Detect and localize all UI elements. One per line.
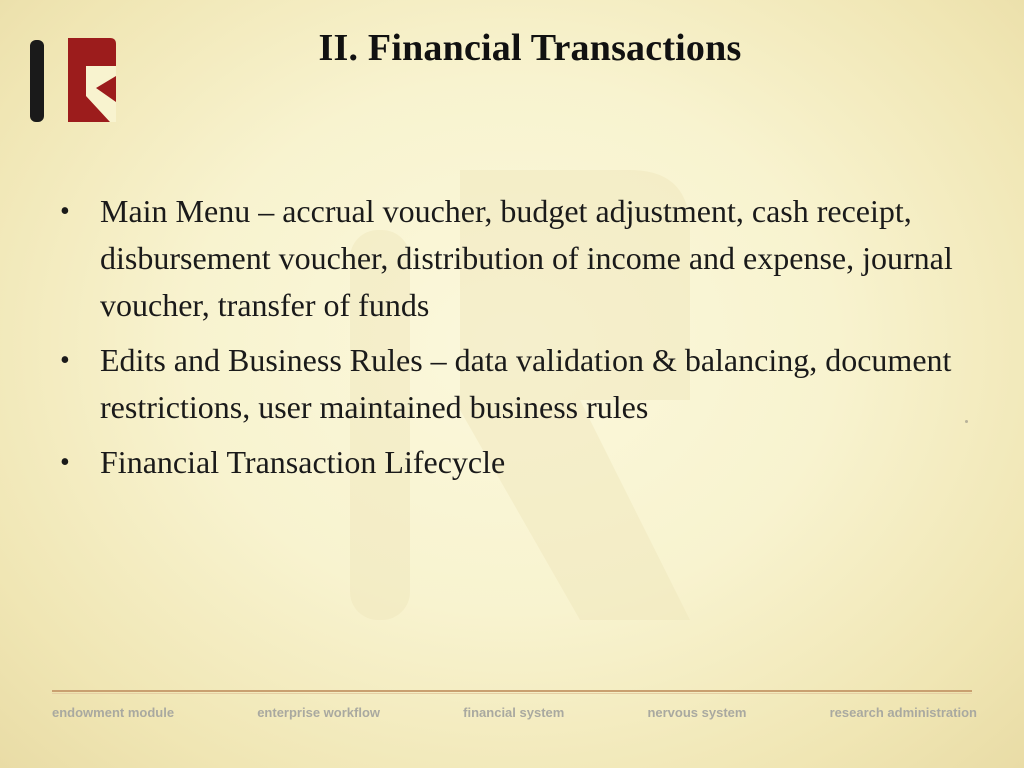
footer-nav <box>52 702 977 722</box>
footer-item-nervous-system: nervous system <box>647 704 747 720</box>
bullet-list <box>60 188 980 494</box>
bullet-item <box>60 439 980 486</box>
footer-item-endowment-module: endowment module <box>52 704 175 720</box>
footer-item-financial-system: financial system <box>463 704 565 720</box>
bullet-text: Main Menu – accrual voucher, budget adjustment, cash receipt, disbursement voucher, distribution of income and expense, journal voucher, transfer of funds <box>100 193 953 323</box>
bullet-text: Financial Transaction Lifecycle <box>100 444 506 480</box>
footer-item-research-administration: research administration <box>829 704 977 720</box>
footer-item-enterprise-workflow: enterprise workflow <box>257 704 381 720</box>
k-logo-icon <box>30 36 120 126</box>
bullet-dot: • <box>60 345 70 376</box>
bullet-item <box>60 188 980 329</box>
slide-title: II. Financial Transactions <box>318 27 742 69</box>
bullet-dot: • <box>60 196 70 227</box>
speck <box>965 420 968 423</box>
bullet-text: Edits and Business Rules – data validation & balancing, document restrictions, user maintained business rules <box>100 342 952 425</box>
footer-divider <box>52 690 972 692</box>
footer-divider-highlight <box>52 693 972 694</box>
bullet-item <box>60 337 980 431</box>
bullet-dot: • <box>60 447 70 478</box>
